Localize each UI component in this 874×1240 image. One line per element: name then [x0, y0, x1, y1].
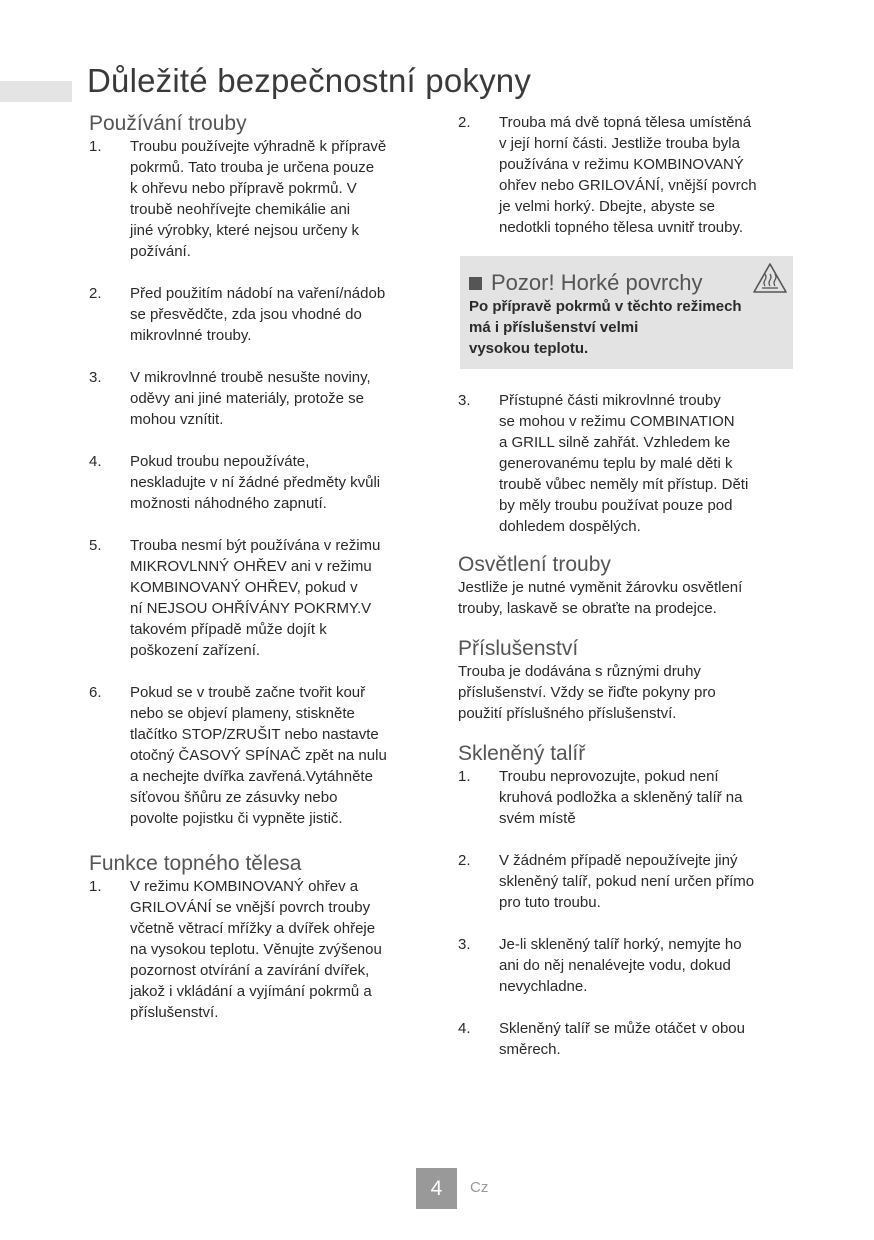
- text-line: ani do něj nenalévejte vodu, dokud: [499, 957, 731, 974]
- item-text: [130, 367, 424, 430]
- list-item: [89, 876, 424, 1023]
- list-item: [458, 390, 793, 537]
- item-text: [499, 1018, 793, 1060]
- item-number: 1.: [89, 138, 102, 155]
- section-title-accessories: Příslušenství: [458, 637, 579, 660]
- text-line: požívání.: [130, 243, 191, 260]
- item-text: [130, 283, 424, 346]
- text-line: jakož i vkládání a vyjímání pokrmů a: [130, 983, 372, 1000]
- text-line: je velmi horký. Dbejte, abyste se: [499, 198, 715, 215]
- side-accent-bar: [0, 81, 72, 102]
- text-line: mikrovlnné trouby.: [130, 327, 252, 344]
- text-line: Trouba je dodávána s různými druhy: [458, 663, 701, 680]
- text-line: jiné výrobky, které nejsou určeny k: [130, 222, 359, 239]
- item-number: 4.: [458, 1020, 471, 1037]
- item-number: 3.: [89, 369, 102, 386]
- text-line: kruhová podložka a skleněný talíř na: [499, 789, 743, 806]
- text-line: troubě neohřívejte chemikálie ani: [130, 201, 351, 218]
- text-line: Pokud troubu nepoužíváte,: [130, 453, 310, 470]
- list-item: [458, 934, 793, 997]
- text-line: svém místě: [499, 810, 576, 827]
- text-line: Trouba má dvě topná tělesa umístěná: [499, 114, 752, 131]
- text-line: Skleněný talíř se může otáčet v obou: [499, 1020, 745, 1037]
- text-line: pokrmů. Tato trouba je určena pouze: [130, 159, 375, 176]
- lighting-text: [458, 577, 793, 619]
- hot-surface-icon: [752, 262, 788, 294]
- text-line: a GRILL silně zahřát. Vzhledem ke: [499, 434, 731, 451]
- text-line: příslušenství.: [130, 1004, 219, 1021]
- warning-title-text: Pozor! Horké povrchy: [491, 270, 703, 295]
- text-line: MIKROVLNNÝ OHŘEV ani v režimu: [130, 558, 372, 575]
- text-line: použití příslušného příslušenství.: [458, 705, 677, 722]
- text-line: Před použitím nádobí na vaření/nádob: [130, 285, 386, 302]
- text-line: Je-li skleněný talíř horký, nemyjte ho: [499, 936, 742, 953]
- text-line: pozornost otvírání a zavírání dvířek,: [130, 962, 370, 979]
- heating-item-2: [458, 112, 793, 238]
- text-line: vysokou teplotu.: [469, 340, 589, 357]
- text-line: takovém případě může dojít k: [130, 621, 327, 638]
- warning-text: [469, 296, 783, 359]
- page-number: 4: [416, 1168, 457, 1209]
- item-text: [130, 876, 424, 1023]
- section-title-lighting: Osvětlení trouby: [458, 553, 611, 576]
- text-line: Pokud se v troubě začne tvořit kouř: [130, 684, 366, 701]
- text-line: nedotkli topného tělesa uvnitř trouby.: [499, 219, 744, 236]
- item-text: [130, 136, 424, 262]
- section-title-glass-tray: Skleněný talíř: [458, 742, 586, 765]
- text-line: V žádném případě nepoužívejte jiný: [499, 852, 738, 869]
- text-line: dohledem dospělých.: [499, 518, 641, 535]
- list-item: [89, 283, 424, 346]
- text-line: nevychladne.: [499, 978, 588, 995]
- text-line: k ohřevu nebo přípravě pokrmů. V: [130, 180, 357, 197]
- item-number: 1.: [89, 878, 102, 895]
- item-text: [130, 682, 424, 829]
- text-line: se přesvědčte, zda jsou vhodné do: [130, 306, 362, 323]
- text-line: mohou vznítit.: [130, 411, 224, 428]
- item-number: 5.: [89, 537, 102, 554]
- item-text: [499, 112, 793, 238]
- heating-list: [89, 876, 424, 1023]
- text-line: skleněný talíř, pokud není určen přímo: [499, 873, 755, 890]
- item-text: [499, 850, 793, 913]
- page-title: Důležité bezpečnostní pokyny: [87, 62, 532, 99]
- text-line: v její horní části. Jestliže trouba byla: [499, 135, 740, 152]
- item-text: [499, 934, 793, 997]
- accessories-text: [458, 661, 793, 724]
- item-number: 3.: [458, 392, 471, 409]
- text-line: na vysokou teplotu. Věnujte zvýšenou: [130, 941, 382, 958]
- text-line: Po přípravě pokrmů v těchto režimech: [469, 298, 742, 315]
- text-line: příslušenství. Vždy se řiďte pokyny pro: [458, 684, 716, 701]
- item-number: 2.: [458, 114, 471, 131]
- text-line: by měly troubu používat pouze pod: [499, 497, 733, 514]
- usage-list: [89, 136, 424, 829]
- list-item: [458, 1018, 793, 1060]
- text-line: Troubu používejte výhradně k přípravě: [130, 138, 387, 155]
- item-text: [130, 451, 424, 514]
- text-line: Jestliže je nutné vyměnit žárovku osvětlení: [458, 579, 743, 596]
- item-number: 3.: [458, 936, 471, 953]
- list-item: [89, 136, 424, 262]
- text-line: troubě vůbec neměly mít přístup. Děti: [499, 476, 749, 493]
- text-line: oděvy ani jiné materiály, protože se: [130, 390, 365, 407]
- text-line: Trouba nesmí být používána v režimu: [130, 537, 381, 554]
- text-line: poškození zařízení.: [130, 642, 261, 659]
- list-item: [458, 850, 793, 913]
- item-text: [499, 390, 793, 537]
- text-line: neskladujte v ní žádné předměty kvůli: [130, 474, 381, 491]
- list-item: [89, 367, 424, 430]
- text-line: pro tuto troubu.: [499, 894, 601, 911]
- section-title-usage: Používání trouby: [89, 112, 247, 135]
- warning-box: [460, 256, 793, 369]
- list-item: [89, 535, 424, 661]
- text-line: a nechejte dvířka zavřená.Vytáhněte: [130, 768, 373, 785]
- text-line: Troubu neprovozujte, pokud není: [499, 768, 719, 785]
- text-line: V režimu KOMBINOVANÝ ohřev a: [130, 878, 359, 895]
- text-line: ohřev nebo GRILOVÁNÍ, vnější povrch: [499, 177, 757, 194]
- text-line: možnosti náhodného zapnutí.: [130, 495, 327, 512]
- item-number: 4.: [89, 453, 102, 470]
- text-line: V mikrovlnné troubě nesušte noviny,: [130, 369, 371, 386]
- glass-tray-list: [458, 766, 793, 1060]
- item-number: 1.: [458, 768, 471, 785]
- text-line: otočný ČASOVÝ SPÍNAČ zpět na nulu: [130, 747, 387, 764]
- warning-title: [469, 270, 783, 296]
- text-line: se mohou v režimu COMBINATION: [499, 413, 735, 430]
- section-title-heating: Funkce topného tělesa: [89, 852, 302, 875]
- language-code: Cz: [470, 1179, 489, 1196]
- text-line: povolte pojistku či vypněte jistič.: [130, 810, 343, 827]
- text-line: generovanému teplu by malé děti k: [499, 455, 733, 472]
- heating-item-3: [458, 390, 793, 537]
- item-text: [499, 766, 793, 829]
- text-line: používána v režimu KOMBINOVANÝ: [499, 156, 744, 173]
- text-line: GRILOVÁNÍ se vnější povrch trouby: [130, 899, 371, 916]
- text-line: síťovou šňůru ze zásuvky nebo: [130, 789, 338, 806]
- item-text: [130, 535, 424, 661]
- item-number: 2.: [458, 852, 471, 869]
- right-column: [458, 112, 793, 1060]
- text-line: trouby, laskavě se obraťte na prodejce.: [458, 600, 717, 617]
- text-line: včetně větrací mřížky a dvířek ohřeje: [130, 920, 376, 937]
- text-line: Přístupné části mikrovlnné trouby: [499, 392, 721, 409]
- text-line: má i příslušenství velmi: [469, 319, 639, 336]
- text-line: nebo se objeví plameny, stiskněte: [130, 705, 355, 722]
- left-column: [89, 112, 424, 1023]
- list-item: [458, 112, 793, 238]
- list-item: [458, 766, 793, 829]
- item-number: 2.: [89, 285, 102, 302]
- square-bullet-icon: [469, 277, 482, 290]
- text-line: tlačítko STOP/ZRUŠIT nebo nastavte: [130, 726, 379, 743]
- text-line: směrech.: [499, 1041, 561, 1058]
- list-item: [89, 451, 424, 514]
- item-number: 6.: [89, 684, 102, 701]
- list-item: [89, 682, 424, 829]
- text-line: KOMBINOVANÝ OHŘEV, pokud v: [130, 579, 358, 596]
- text-line: ní NEJSOU OHŘÍVÁNY POKRMY.V: [130, 600, 372, 617]
